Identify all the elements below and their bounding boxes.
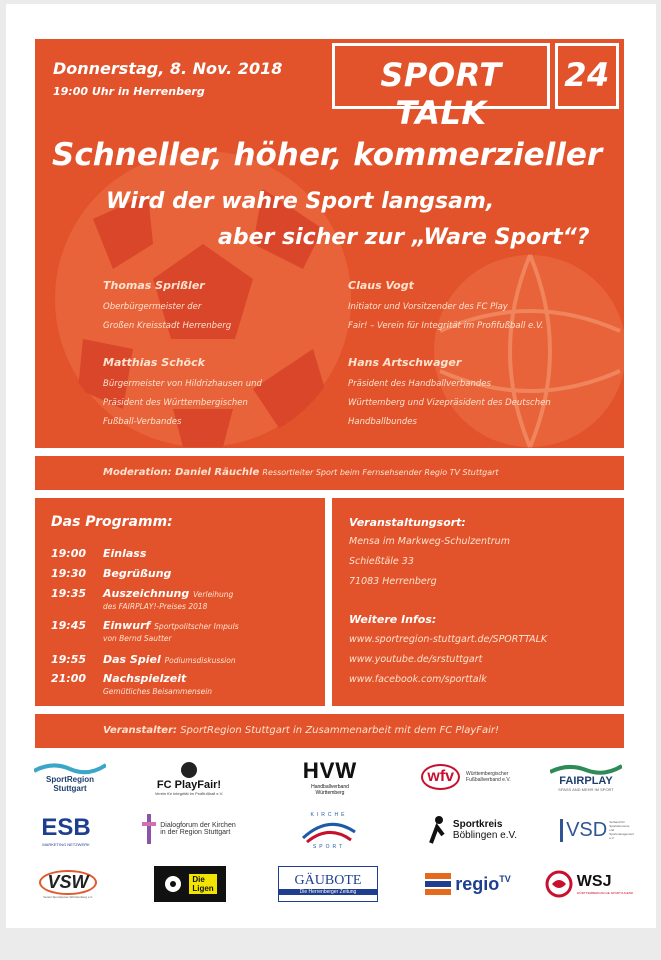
program-time: 19:00	[51, 547, 87, 560]
headline: Schneller, höher, kommerzieller	[52, 137, 603, 173]
header-panel	[35, 39, 624, 448]
poster	[6, 4, 656, 928]
program-time: 21:00	[51, 672, 87, 685]
regiotv-logo: regio TV	[412, 868, 524, 900]
program-time: 19:35	[51, 587, 87, 600]
logo-number: 24	[564, 56, 610, 94]
program-detail: Sportpolitscher Impuls	[154, 622, 239, 631]
program-title-label: Einwurf	[103, 619, 151, 632]
wfv-logo: wfv Württembergischer Fußballverband e.V.	[406, 758, 526, 796]
moderation-text	[103, 467, 499, 478]
program-title: Das Programm:	[51, 514, 173, 530]
logo-number-box	[555, 43, 619, 109]
die-ligen-text: Die Ligen	[189, 874, 216, 894]
swoosh-icon	[299, 818, 359, 844]
speaker-role: Württemberg und Vizepräsident des Deutschen	[348, 398, 551, 408]
program-title-text: Nachspielzeit	[103, 672, 187, 685]
sportkreis-text: Sportkreis Böblingen e.V.	[452, 819, 518, 841]
logo-text: SPORT TALK	[380, 56, 502, 132]
program-time: 19:45	[51, 619, 87, 632]
youtube-link[interactable]: www.youtube.de/srstuttgart	[349, 654, 483, 665]
speaker-role: Initiator und Vorsitzender des FC Play	[348, 302, 508, 312]
venue-line: 71083 Herrenberg	[349, 576, 437, 587]
esb-logo: ESB MARKETING NETZWERK	[41, 813, 91, 847]
dialogforum-logo	[130, 808, 248, 850]
speaker-role: Fair! – Verein für Integrität im Profifußball e.V.	[348, 321, 544, 331]
program-title-text	[103, 587, 233, 600]
sportkreis-logo	[416, 810, 528, 850]
kirche-sport-logo: KIRCHE SPORT	[294, 808, 364, 854]
organizer-bar	[35, 714, 624, 748]
wave-icon	[550, 763, 622, 775]
vsd-text: Verband für Sportökonomie und Sportmanagement e.V.	[609, 820, 634, 840]
speaker-schoeck	[103, 356, 353, 432]
speaker-role: Oberbürgermeister der	[103, 302, 202, 312]
program-title-text	[103, 653, 236, 666]
speaker-vogt	[348, 279, 618, 336]
speaker-name: Matthias Schöck	[103, 356, 205, 369]
organizer-detail: SportRegion Stuttgart in Zusammenarbeit mit dem FC PlayFair!	[180, 725, 500, 736]
wave-icon	[34, 761, 106, 775]
fcplayfair-logo: FC PlayFair! Verein für Integrität im Profifußball e.V.	[148, 754, 230, 802]
venue-line: Schießtäle 33	[349, 556, 414, 567]
facebook-link[interactable]: www.facebook.com/sporttalk	[349, 674, 487, 685]
die-ligen-logo	[154, 866, 226, 902]
regiotv-mark-icon	[425, 873, 451, 895]
speaker-name: Hans Artschwager	[348, 356, 462, 369]
program-detail: Verleihung	[193, 590, 234, 599]
wsj-logo	[544, 866, 634, 902]
fairplay-logo: FAIRPLAY SPASS AND MEHR IM SPORT	[544, 756, 628, 798]
program-time: 19:30	[51, 567, 87, 580]
speaker-role: Großen Kreisstadt Herrenberg	[103, 321, 232, 331]
speaker-name: Thomas Sprißler	[103, 279, 205, 292]
program-line2: von Bernd Sautter	[103, 634, 172, 643]
moderation-bar	[35, 456, 624, 490]
wsj-text: WSJ WÜRTTEMBERGISCHE SPORTJUGEND	[576, 873, 634, 895]
speaker-role: Handballbundes	[348, 417, 417, 427]
event-time-place: 19:00 Uhr in Herrenberg	[53, 85, 205, 98]
subline-2: aber sicher zur „Ware Sport“?	[218, 225, 590, 250]
sport-talk-logo	[332, 43, 550, 132]
moderation-label: Moderation: Daniel Räuchle	[103, 467, 260, 478]
program-title-text	[103, 619, 239, 632]
speaker-role: Bürgermeister von Hildrizhausen und	[103, 379, 262, 389]
program-title-text: Einlass	[103, 547, 147, 560]
speaker-artschwager	[348, 356, 618, 432]
sportregion-logo: SportRegion Stuttgart	[30, 756, 110, 798]
program-title-label: Auszeichnung	[103, 587, 190, 600]
whistle-icon	[180, 761, 198, 779]
speaker-sprissler	[103, 279, 353, 336]
gaeubote-logo: GÄUBOTE Die Herrenberger Zeitung	[278, 866, 378, 902]
program-line2: des FAIRPLAY!-Preises 2018	[103, 602, 208, 611]
wsj-emblem-icon	[545, 870, 573, 898]
website-link[interactable]: www.sportregion-stuttgart.de/SPORTTALK	[349, 634, 548, 645]
organizer-label: Veranstalter:	[103, 725, 177, 736]
subline-1: Wird der wahre Sport langsam,	[106, 189, 495, 214]
wfv-text: Württembergischer Fußballverband e.V.	[466, 771, 511, 783]
info-heading: Weitere Infos:	[349, 613, 437, 626]
athlete-icon	[427, 815, 447, 845]
speaker-name: Claus Vogt	[348, 279, 414, 292]
venue-heading: Veranstaltungsort:	[349, 516, 466, 529]
vsw-logo: VSW Verein Sportpresse Württemberg e.V.	[32, 864, 104, 904]
speaker-role: Fußball-Verbandes	[103, 417, 182, 427]
venue-panel	[332, 498, 624, 706]
program-time: 19:55	[51, 653, 87, 666]
organizer-text	[103, 725, 499, 736]
program-line2: Gemütliches Beisammensein	[103, 687, 213, 696]
program-panel	[35, 498, 325, 706]
program-title-label: Das Spiel	[103, 653, 161, 666]
hvw-logo: HVW Handballverband Württemberg	[302, 758, 358, 796]
cross-icon	[142, 814, 156, 844]
ball-icon	[163, 874, 183, 894]
event-date: Donnerstag, 8. Nov. 2018	[53, 59, 283, 78]
speaker-role: Präsident des Handballverbandes	[348, 379, 491, 389]
dialogforum-text: Dialogforum der Kirchen in der Region Stuttgart	[160, 822, 236, 836]
program-detail: Podiumsdiskussion	[164, 656, 236, 665]
speaker-role: Präsident des Württembergischen	[103, 398, 248, 408]
venue-line: Mensa im Markweg-Schulzentrum	[349, 536, 510, 547]
vsd-logo: VSD Verband für Sportökonomie und Sportmanagement e.V.	[562, 810, 632, 850]
moderation-detail: Ressortleiter Sport beim Fernsehsender Regio TV Stuttgart	[262, 468, 499, 477]
program-title-text: Begrüßung	[103, 567, 172, 580]
